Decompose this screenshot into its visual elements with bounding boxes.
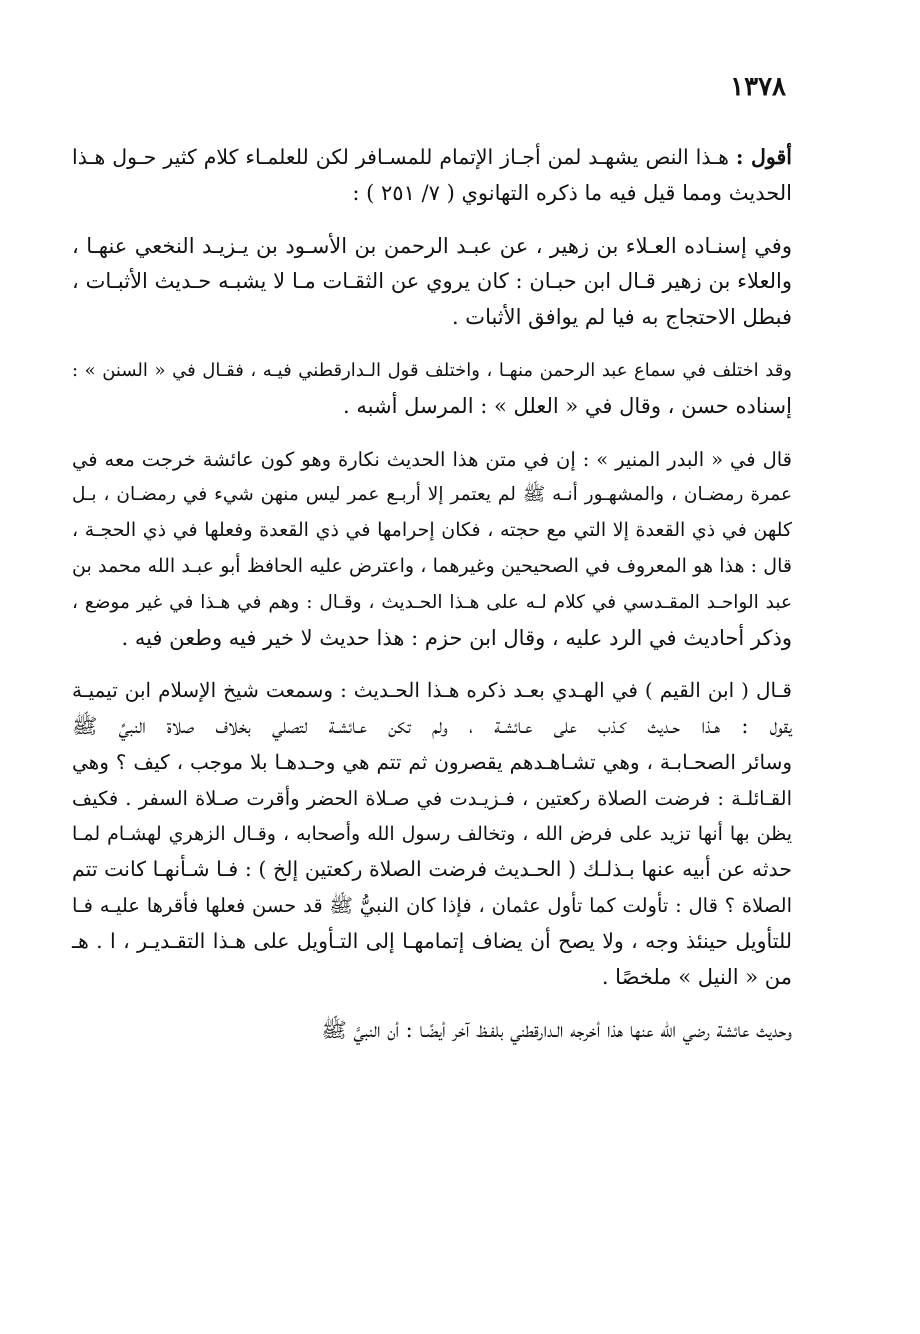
text-line: وسائر الصحـابـة ، وهي تشـاهـدهم يقصرون ثم تتم هي وحـدهـا بلا موجب ، كيف ؟ وهي <box>72 749 792 774</box>
text-line: للتأويل حينئذ وجه ، ولا يصح أن يضاف إتمامهـا إلى التـأويل على هـذا التقـديـر ، ا . هـ <box>72 928 792 953</box>
line-text: هـذا النص يشهـد لمن أجـاز الإتمام للمسـافر لكن للعلمـاء كلام كثير حـول هـذا <box>72 145 729 169</box>
text-line: يقول : هـذا حـديث كـذب على عـائشـة ، ولم تكن عـائشـة لتصلي بخلاف صلاة النبيِّ ﷺ <box>72 714 792 739</box>
text-line: الصلاة ؟ قال : تأولت كما تأول عثمان ، فإذا كان النبيُّ ﷺ قد حسن فعلها فأقرها عليـه فـا <box>72 894 792 918</box>
paragraph-6 <box>72 1013 792 1049</box>
text-line <box>72 140 792 176</box>
paragraph-3 <box>72 353 792 425</box>
lead-word: أقول : <box>735 145 792 169</box>
text-line: قال : هذا هو المعروف في الصحيحين وغيرهما ، واعترض عليه الحافظ أبو عبـد الله محمد بن <box>72 554 792 577</box>
text-line: فبطل الاحتجاج به فيا لم يوافق الأثبات . <box>451 305 792 330</box>
text-line: عمرة رمضـان ، والمشهـور أنـه ﷺ لم يعتمر إلا أربـع عمر ليس منهن شيء في رمضـان ، بـل <box>72 484 792 506</box>
text-line: من « النيل » ملخصًا . <box>601 964 792 989</box>
paragraph-1 <box>72 140 792 212</box>
text-line: عبد الواحـد المقـدسي في كلام لـه على هـذا الحـديث ، وقـال : وهم في هـذا في غير موضع ، <box>72 591 792 613</box>
document-body <box>72 140 792 1065</box>
page-number: ١٣٧٨ <box>730 72 786 102</box>
text-line: وحديث عائشة رضي الله عنها هذا أخرجه الـدارقطني بلفـظ آخر أيضًـا : أن النبيَّ ﷺ <box>321 1017 792 1042</box>
text-line: إسناده حسن ، وقال في « العلل » : المرسل أشبه . <box>343 393 792 418</box>
text-line: يظن بها أنها تزيد على فرض الله ، وتخالف رسول الله وأصحابه ، وقـال الزهري لهشـام لمـا <box>72 822 792 845</box>
paragraph-4 <box>72 442 792 657</box>
text-line: كلهن في ذي القعدة إلا التي مع حجته ، فكان إحرامها في ذي القعدة وفعلها في ذي الحجـة ، <box>72 519 792 542</box>
text-line: حدثه عن أبيه عنها بـذلـك ( الحـديث فرضت الصلاة ركعتين إلخ ) : فـا شـأنهـا كانت تتم <box>72 857 792 882</box>
paragraph-2 <box>72 229 792 336</box>
text-line: قال في « البدر المنير » : إن في متن هذا الحديث نكارة وهو كون عائشة خرجت معه في <box>72 447 792 471</box>
text-line: قـال ( ابن القيم ) في الهـدي بعـد ذكره هـذا الحـديث : وسمعت شيخ الإسلام ابن تيميـة <box>72 678 792 703</box>
text-line: والعلاء بن زهير قـال ابن حبـان : كان يروي عن الثقـات مـا لا يشبـه حـديث الأثبـات ، <box>72 269 792 294</box>
paragraph-5 <box>72 673 792 995</box>
text-line: الحديث ومما قيل فيه ما ذكره التهانوي ( ٧/ ٢٥١ ) : <box>352 180 792 205</box>
text-line: وقد اختلف في سماع عبد الرحمن منهـا ، واختلف قول الـدارقطني فيـه ، فقـال في « السنن » : <box>72 359 792 381</box>
text-line: القـائلـة : فرضت الصلاة ركعتين ، فـزيـدت في صـلاة الحضر وأقرت صـلاة السفر . فكيف <box>72 786 792 810</box>
text-line: وذكر أحاديث في الرد عليه ، وقال ابن حزم : هذا حديث لا خير فيه وطعن فيه . <box>121 625 792 650</box>
text-line: وفي إسنـاده العـلاء بن زهير ، عن عبـد الرحمن بن الأسـود بن يـزيـد النخعي عنهـا ، <box>72 233 792 258</box>
